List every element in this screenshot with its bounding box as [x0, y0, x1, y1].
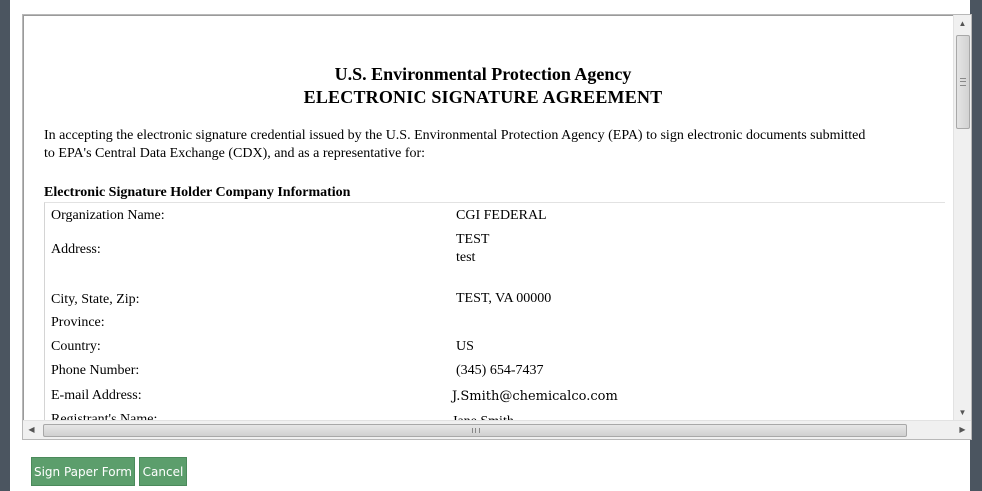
address-line-2: test [456, 250, 476, 265]
cancel-button[interactable]: Cancel [139, 457, 187, 486]
organization-label: Organization Name: [51, 208, 165, 223]
email-value: J.Smith@chemicalco.com [452, 389, 618, 404]
company-info-table [44, 202, 945, 422]
vertical-scrollbar[interactable] [953, 15, 971, 421]
dialog-panel [10, 0, 970, 491]
scroll-left-icon[interactable]: ◀ [28, 425, 35, 434]
sign-paper-form-button[interactable]: Sign Paper Form [31, 457, 135, 486]
address-line-1: TEST [456, 232, 490, 247]
intro-line-1: In accepting the electronic signature credential issued by the U.S. Environmental Protection Agency (EPA) to sign electronic documents submitted [44, 128, 866, 143]
country-value: US [456, 339, 474, 354]
scroll-right-icon[interactable]: ▶ [959, 425, 966, 434]
email-label: E-mail Address: [51, 388, 142, 403]
organization-value: CGI FEDERAL [456, 208, 547, 223]
grip-icon [960, 78, 966, 86]
section-heading: Electronic Signature Holder Company Information [44, 185, 351, 200]
horizontal-scroll-thumb[interactable] [43, 424, 907, 437]
address-value [456, 231, 489, 267]
horizontal-scrollbar[interactable] [23, 420, 971, 439]
province-label: Province: [51, 315, 105, 330]
intro-paragraph [44, 127, 944, 163]
agreement-frame [22, 14, 972, 440]
phone-label: Phone Number: [51, 363, 140, 378]
vertical-scroll-thumb[interactable] [956, 35, 970, 129]
scroll-down-icon[interactable]: ▼ [958, 408, 967, 417]
country-label: Country: [51, 339, 101, 354]
agreement-content [23, 15, 953, 421]
agency-title: U.S. Environmental Protection Agency [334, 64, 632, 84]
city-label: City, State, Zip: [51, 292, 140, 307]
grip-icon [472, 428, 480, 433]
address-label: Address: [51, 242, 101, 257]
intro-line-2: to EPA's Central Data Exchange (CDX), and as a representative for: [44, 146, 426, 161]
scroll-up-icon[interactable]: ▲ [958, 19, 967, 28]
city-value: TEST, VA 00000 [456, 291, 552, 306]
phone-value: (345) 654-7437 [456, 363, 544, 378]
agreement-title: ELECTRONIC SIGNATURE AGREEMENT [303, 87, 663, 107]
